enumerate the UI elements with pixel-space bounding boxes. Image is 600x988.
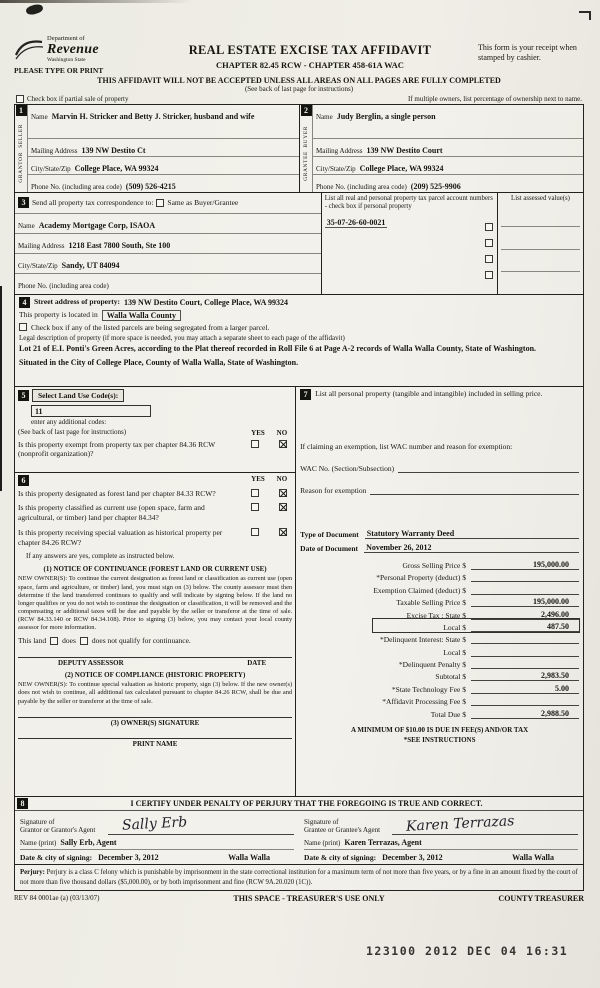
delinquent-penalty-row xyxy=(300,657,579,669)
deputy-assessor-line xyxy=(18,657,292,667)
gross-selling-price-label: Gross Selling Price $ xyxy=(402,560,466,570)
assessed-value-line xyxy=(501,227,580,249)
forest-no-checkbox xyxy=(279,489,287,497)
buyer-phone-field xyxy=(313,174,583,192)
reason-row xyxy=(300,486,579,495)
forest-land-question-row xyxy=(18,489,292,499)
section-3 xyxy=(15,193,583,295)
logo-washington-state: Washington State xyxy=(47,56,86,63)
reet-affidavit-form xyxy=(14,36,584,903)
deputy-assessor-label: DEPUTY ASSESSOR xyxy=(58,659,124,668)
personal-property-checkbox xyxy=(485,239,493,247)
correspondence-mailing-label: Mailing Address xyxy=(18,241,65,250)
scan-artifact xyxy=(25,3,44,16)
parcel-and-assessed xyxy=(322,193,583,294)
seller-phone-label: Phone No. (including area code) xyxy=(31,182,122,191)
personal-property-note: List all personal property (tangible and intangible) included in selling price. xyxy=(315,388,543,398)
owners-signature-line: (3) OWNER(S) SIGNATURE xyxy=(18,717,292,727)
seller-csz-label: City/State/Zip xyxy=(31,164,71,173)
affidavit-processing-fee-label: *Affidavit Processing Fee $ xyxy=(382,697,466,707)
located-label: This property is located in xyxy=(19,310,98,320)
rev-form-number: REV 84 0001ae (a) (03/13/07) xyxy=(14,894,100,903)
section-6-marker: 6 xyxy=(18,475,29,486)
treasurer-space-label: THIS SPACE - TREASURER'S USE ONLY xyxy=(233,893,385,903)
personal-property-deduct-label: *Personal Property (deduct) $ xyxy=(376,573,466,583)
form-body xyxy=(14,104,584,891)
logo-revenue: Revenue xyxy=(47,41,99,57)
grantee-agent-label: Grantee or Grantee's Agent xyxy=(304,826,381,835)
land-use-title-row xyxy=(18,389,292,402)
personal-property-head xyxy=(300,389,579,400)
located-row xyxy=(19,310,579,321)
legal-description-label: Legal description of property (if more space is needed, you may attach a separate sheet to each page of the affidavit) xyxy=(19,334,345,343)
form-chapter: CHAPTER 82.45 RCW - CHAPTER 458-61A WAC xyxy=(216,60,404,70)
delinquent-interest-local-label: Local $ xyxy=(443,647,466,657)
personal-property-checkbox xyxy=(485,255,493,263)
exemption-claimed-label: Exemption Claimed (deduct) $ xyxy=(373,585,466,595)
grantee-print-label: Name (print) xyxy=(304,838,341,847)
buyer-mailing-value: 139 NW Destito Court xyxy=(366,145,443,155)
certify-text: I CERTIFY UNDER PENALTY OF PERJURY THAT THE FOREGOING IS TRUE AND CORRECT. xyxy=(130,798,483,808)
section-3-marker: 3 xyxy=(18,197,29,208)
total-due-value: 2,988.50 xyxy=(471,709,579,719)
seller-fields xyxy=(28,105,299,192)
if-yes-note: If any answers are yes, complete as instructed below. xyxy=(26,552,175,561)
seller-phone-field xyxy=(28,174,299,192)
grantee-signature-block xyxy=(299,811,583,865)
grantee-date-label: Date & city of signing: xyxy=(304,852,377,862)
grantor-signature-line xyxy=(108,815,294,835)
subtotal-row xyxy=(300,669,579,681)
local-tax-value: 487.50 xyxy=(471,622,579,632)
current-use-question-row xyxy=(18,503,292,523)
taxable-selling-price-label: Taxable Selling Price $ xyxy=(396,598,466,608)
send-correspondence-row xyxy=(15,193,321,213)
seller-section xyxy=(15,105,299,192)
grantee-date-row xyxy=(304,853,578,863)
notice-continuance-text: NEW OWNER(S): To continue the current designation as forest land or classification as current use (open space, farm and agriculture, or timber) land, you must sign on (3) below. The county assessor must then determine if the land transferred continues to qualify and will indicate by signing below. If the land no longer qualifies or you do not wish to continue the designation or classification, it will be removed and the compensating or additional taxes will be due and payable by the seller or transferor at the time of sale. (RCW 84.33.140 or RCW 84.34.108). Prior to signing (3) below, you may contact your local county assessor for more information. xyxy=(18,575,293,632)
parcel-number-value: 35-07-26-60-0021 xyxy=(326,217,386,227)
assessed-value-column xyxy=(497,193,583,294)
partial-sale-row xyxy=(16,95,128,103)
seller-name-field xyxy=(28,105,299,138)
grantor-print-label: Name (print) xyxy=(20,838,57,847)
reason-label: Reason for exemption xyxy=(300,485,367,495)
correspondence-name-value: Academy Mortgage Corp, ISAOA xyxy=(38,220,156,230)
header-left xyxy=(14,36,142,75)
legal-description-value: Lot 21 of E.I. Ponti's Green Acres, according to the Plat thereof recorded in Roll File 6 at Page A-2 records of Walla Walla County, State of Washington. xyxy=(19,344,537,354)
segregated-label: Check box if any of the listed parcels are being segregated from a larger parcel. xyxy=(31,322,270,332)
land-qualify-row xyxy=(18,636,292,645)
personal-property-checkboxes xyxy=(485,223,493,279)
section6-head xyxy=(18,475,292,486)
delinquent-interest-state-row xyxy=(300,632,579,644)
street-address-row xyxy=(19,297,579,308)
correspondence-name-field xyxy=(15,213,321,233)
grantor-date-value: December 3, 2012 xyxy=(98,852,159,862)
grantor-print-row xyxy=(20,838,294,850)
notice-compliance-title: (2) NOTICE OF COMPLIANCE (HISTORIC PROPERTY) xyxy=(64,671,246,680)
grantor-signature: Sally Erb xyxy=(121,813,188,834)
total-due-label: Total Due $ xyxy=(430,709,466,719)
grantee-signature: Karen Terrazas xyxy=(405,812,515,835)
buyer-name-label: Name xyxy=(316,112,333,121)
section-7 xyxy=(296,387,583,796)
logo-text xyxy=(47,36,99,63)
doc-date-value: November 26, 2012 xyxy=(364,543,579,553)
excise-tax-state-label: Excise Tax : State $ xyxy=(406,610,466,620)
tax-computation xyxy=(300,558,579,719)
buyer-csz-field xyxy=(313,156,583,174)
forest-land-answer xyxy=(246,489,292,499)
gross-selling-price-value: 195,000.00 xyxy=(471,560,579,570)
personal-property-deduct-row xyxy=(300,570,579,582)
same-as-buyer-label: Same as Buyer/Grantee xyxy=(167,198,239,208)
seller-name-label: Name xyxy=(31,112,48,121)
buyer-side-strip xyxy=(300,105,313,192)
affidavit-processing-fee-row xyxy=(300,694,579,706)
current-use-yes-checkbox xyxy=(251,503,259,511)
tax-correspondence xyxy=(15,193,322,294)
exemption-claimed-row xyxy=(300,582,579,594)
scan-artifact xyxy=(579,11,591,20)
current-use-answer xyxy=(246,503,292,523)
delinquent-penalty-label: *Delinquent Penalty $ xyxy=(398,660,466,670)
taxable-selling-price-row xyxy=(300,595,579,607)
correspondence-csz-value: Sandy, UT 84094 xyxy=(61,261,120,271)
seller-label: SELLER xyxy=(18,124,24,149)
correspondence-csz-field xyxy=(15,253,321,273)
grantor-print-value: Sally Erb, Agent xyxy=(60,837,117,847)
yes-header: YES xyxy=(251,474,265,483)
seller-csz-value: College Place, WA 99324 xyxy=(74,163,159,173)
correspondence-mailing-field xyxy=(15,233,321,253)
grantor-label: GRANTOR xyxy=(18,152,24,183)
seller-name-value: Marvin H. Stricker and Betty J. Stricker, husband and wife xyxy=(51,111,255,121)
doc-date-label: Date of Document xyxy=(300,543,359,553)
no-header: NO xyxy=(276,428,288,437)
yes-header: YES xyxy=(251,428,265,437)
exempt-question: Is this property exempt from property tax per chapter 84.36 RCW (nonprofit organization)? xyxy=(18,439,216,459)
forest-land-question: Is this property designated as forest land per chapter 84.33 RCW? xyxy=(18,488,216,498)
buyer-vertical-labels xyxy=(303,116,309,192)
land-pre-label: This land xyxy=(18,636,47,646)
land-use-code-value: 11 xyxy=(31,405,151,417)
partial-sale-label: Check box if partial sale of property xyxy=(27,94,129,103)
does-label: does xyxy=(62,636,76,646)
historic-answer xyxy=(246,528,292,548)
state-technology-fee-row xyxy=(300,681,579,693)
grantor-city-value: Walla Walla xyxy=(228,852,270,862)
seller-vertical-labels xyxy=(18,116,24,192)
dor-logo xyxy=(14,36,142,63)
situated-value: Situated in the City of College Place, County of Walla Walla, State of Washington. xyxy=(19,357,299,367)
form-warning: THIS AFFIDAVIT WILL NOT BE ACCEPTED UNLESS ALL AREAS ON ALL PAGES ARE FULLY COMPLETED xyxy=(97,75,501,85)
forest-yes-checkbox xyxy=(251,489,259,497)
land-use-code-label: Select Land Use Code(s): xyxy=(32,389,124,402)
seller-mailing-value: 139 NW Destito Ct xyxy=(81,145,146,155)
correspondence-name-label: Name xyxy=(18,221,35,230)
grantor-date-label: Date & city of signing: xyxy=(20,852,93,862)
please-type-or-print: PLEASE TYPE OR PRINT xyxy=(14,65,104,75)
parties-row xyxy=(15,105,583,193)
buyer-fields xyxy=(313,105,583,192)
subtotal-label: Subtotal $ xyxy=(435,672,466,682)
section-6 xyxy=(15,473,295,796)
minimum-due-note: A MINIMUM OF $10.00 IS DUE IN FEE(S) AND/OR TAX xyxy=(350,725,529,734)
buyer-phone-value: (209) 525-9906 xyxy=(410,181,461,191)
assessed-value-header: List assessed value(s) xyxy=(511,194,570,202)
partial-sale-checkbox xyxy=(16,95,24,103)
wac-label: WAC No. (Section/Subsection) xyxy=(300,463,395,473)
exempt-answer xyxy=(246,440,292,460)
grantee-print-value: Karen Terrazas, Agent xyxy=(344,837,422,847)
taxable-selling-price-value: 195,000.00 xyxy=(471,597,579,607)
same-as-buyer-checkbox xyxy=(156,199,164,207)
doc-date-row xyxy=(300,543,579,553)
street-address-value: 139 NW Destito Court, College Place, WA 99324 xyxy=(124,297,288,307)
section-1-marker: 1 xyxy=(16,105,27,116)
section-5 xyxy=(15,387,295,473)
see-instructions-note: *SEE INSTRUCTIONS xyxy=(403,735,476,744)
wac-row xyxy=(300,464,579,473)
signature-of-label: Signature of xyxy=(304,817,339,826)
delinquent-interest-local-row xyxy=(300,644,579,656)
grantor-date-row xyxy=(20,853,294,863)
receipt-note: This form is your receipt when stamped by cashier. xyxy=(478,43,577,62)
local-tax-label: Local $ xyxy=(443,622,466,632)
historic-no-checkbox xyxy=(279,528,287,536)
does-checkbox xyxy=(50,637,58,645)
signatures-body xyxy=(15,811,583,865)
historic-yes-checkbox xyxy=(251,528,259,536)
historic-question: Is this property receiving special valuation as historical property per chapter 84.26 RCW? xyxy=(18,527,223,547)
certify-header xyxy=(15,797,583,811)
county-treasurer-label: COUNTY TREASURER xyxy=(498,893,584,903)
grantee-date-value: December 3, 2012 xyxy=(382,852,443,862)
section5-yesno-header xyxy=(246,429,292,437)
historic-question-row xyxy=(18,528,292,548)
middle-columns xyxy=(15,387,583,797)
date-label: DATE xyxy=(247,659,267,668)
exempt-yes-checkbox xyxy=(251,440,259,448)
current-use-no-checkbox xyxy=(279,503,287,511)
buyer-label: BUYER xyxy=(303,125,309,148)
segregated-checkbox xyxy=(19,323,27,331)
does-not-label: does not qualify for continuance. xyxy=(91,636,191,646)
perjury-note xyxy=(15,865,583,889)
gross-selling-price-row xyxy=(300,558,579,570)
segregated-row xyxy=(19,323,579,333)
personal-property-checkbox xyxy=(485,223,493,231)
left-column xyxy=(15,387,296,796)
located-value: Walla Walla County xyxy=(102,310,181,321)
section-5-marker: 5 xyxy=(18,390,29,401)
grantee-signature-row xyxy=(304,813,578,835)
grantor-signature-row xyxy=(20,813,294,835)
exempt-no-checkbox xyxy=(279,440,287,448)
correspondence-phone-label: Phone No. (including area code) xyxy=(18,282,109,291)
seller-mailing-field xyxy=(28,138,299,156)
print-name-line: PRINT NAME xyxy=(18,738,292,748)
grantor-signature-label xyxy=(20,818,108,835)
buyer-phone-label: Phone No. (including area code) xyxy=(316,182,407,191)
local-tax-row xyxy=(300,620,579,632)
assessed-value-line xyxy=(501,250,580,272)
header-center xyxy=(142,36,478,75)
additional-codes-label: enter any additional codes: xyxy=(31,417,107,426)
delinquent-interest-state-label: *Delinquent Interest: State $ xyxy=(379,635,466,645)
doc-type-label: Type of Document xyxy=(300,529,359,539)
no-header: NO xyxy=(276,474,288,483)
grantee-city-value: Walla Walla xyxy=(512,852,554,862)
seller-csz-field xyxy=(28,156,299,174)
assessed-value-line xyxy=(501,205,580,227)
scan-artifact xyxy=(0,286,2,491)
logo-department-of: Department of xyxy=(47,35,85,42)
grantor-signature-block xyxy=(15,811,299,865)
wac-blank-line xyxy=(398,465,579,473)
form-title: REAL ESTATE EXCISE TAX AFFIDAVIT xyxy=(188,43,432,57)
buyer-csz-value: College Place, WA 99324 xyxy=(359,163,444,173)
form-header xyxy=(14,36,584,75)
section-7-marker: 7 xyxy=(300,389,311,400)
subtotal-value: 2,983.50 xyxy=(471,671,579,681)
see-back-yesno-row xyxy=(18,428,292,437)
grantor-agent-label: Grantor or Grantor's Agent xyxy=(20,826,96,835)
section-4-marker: 4 xyxy=(19,297,30,308)
reason-blank-line xyxy=(370,487,579,495)
grantee-signature-label xyxy=(304,818,392,835)
buyer-name-value: Judy Berglin, a single person xyxy=(336,111,436,121)
parcel-header: List all real and personal property tax parcel account numbers - check box if personal property xyxy=(324,194,493,211)
buyer-mailing-field xyxy=(313,138,583,156)
logo-swoosh-icon xyxy=(14,36,44,62)
notice-continuance-title: (1) NOTICE OF CONTINUANCE (FOREST LAND OR CURRENT USE) xyxy=(43,565,267,574)
footer-row xyxy=(14,894,584,903)
street-address-label: Street address of property: xyxy=(34,297,121,307)
section-4 xyxy=(15,295,583,387)
pre-form-row xyxy=(16,95,582,103)
buyer-name-field xyxy=(313,105,583,138)
seller-phone-value: (509) 526-4215 xyxy=(125,181,176,191)
perjury-label: Perjury: xyxy=(20,869,45,877)
personal-property-checkbox xyxy=(485,271,493,279)
buyer-mailing-label: Mailing Address xyxy=(316,146,363,155)
cashier-date-stamp: 123100 2012 DEC 04 16:31 xyxy=(366,944,569,958)
multiple-owners-note: If multiple owners, list percentage of ownership next to name. xyxy=(408,94,582,103)
send-correspondence-label: Send all property tax correspondence to: xyxy=(32,198,154,208)
grantee-label: GRANTEE xyxy=(303,151,309,182)
buyer-section xyxy=(299,105,583,192)
section-8-marker: 8 xyxy=(17,798,28,809)
section5-see-back: (See back of last page for instructions) xyxy=(18,427,127,436)
grantee-print-row xyxy=(304,838,578,850)
buyer-csz-label: City/State/Zip xyxy=(316,164,356,173)
correspondence-csz-label: City/State/Zip xyxy=(18,262,58,271)
total-due-row xyxy=(300,706,579,718)
notice-compliance-text: NEW OWNER(S): To continue special valuation as historic property, sign (3) below. If the new owner(s) does not wish to continue, all additional tax calculated pursuant to chapter 84.26 RCW, shall be due and payable by the seller or transferor at the time of sale. xyxy=(18,681,293,705)
see-back-note: (See back of last page for instructions) xyxy=(244,84,354,93)
doc-type-row xyxy=(300,529,579,539)
current-use-question: Is this property classified as current use (open space, farm and agricultural, or timber) land per chapter 84.34? xyxy=(18,503,205,523)
state-technology-fee-value: 5.00 xyxy=(471,684,579,694)
correspondence-phone-field xyxy=(15,273,321,293)
seller-mailing-label: Mailing Address xyxy=(31,146,78,155)
doc-type-value: Statutory Warranty Deed xyxy=(365,529,579,539)
perjury-text: Perjury is a class C felony which is punishable by imprisonment in the state correctional institution for a maximum term of not more than five years, or by a fine in an amount fixed by the court of not more than five thousand dollars ($5,000.00), or by both imprisonment and fine (RCW 9A.20.020 (1C)). xyxy=(20,869,578,886)
seller-side-strip xyxy=(15,105,28,192)
section-8 xyxy=(15,797,583,866)
does-not-checkbox xyxy=(80,637,88,645)
parcel-column xyxy=(322,193,497,294)
correspondence-mailing-value: 1218 East 7800 South, Ste 100 xyxy=(68,240,171,250)
signature-of-label: Signature of xyxy=(20,817,55,826)
excise-tax-state-value: 2,496.00 xyxy=(471,610,579,620)
state-technology-fee-label: *State Technology Fee $ xyxy=(391,684,466,694)
exempt-question-row xyxy=(18,440,292,460)
section6-yesno-header xyxy=(246,475,292,483)
section-2-marker: 2 xyxy=(301,105,312,116)
grantee-signature-line xyxy=(392,812,578,835)
assessed-value-line xyxy=(501,272,580,293)
scan-artifact xyxy=(0,0,600,3)
exemption-note: If claiming an exemption, list WAC number and reason for exemption: xyxy=(300,441,513,451)
